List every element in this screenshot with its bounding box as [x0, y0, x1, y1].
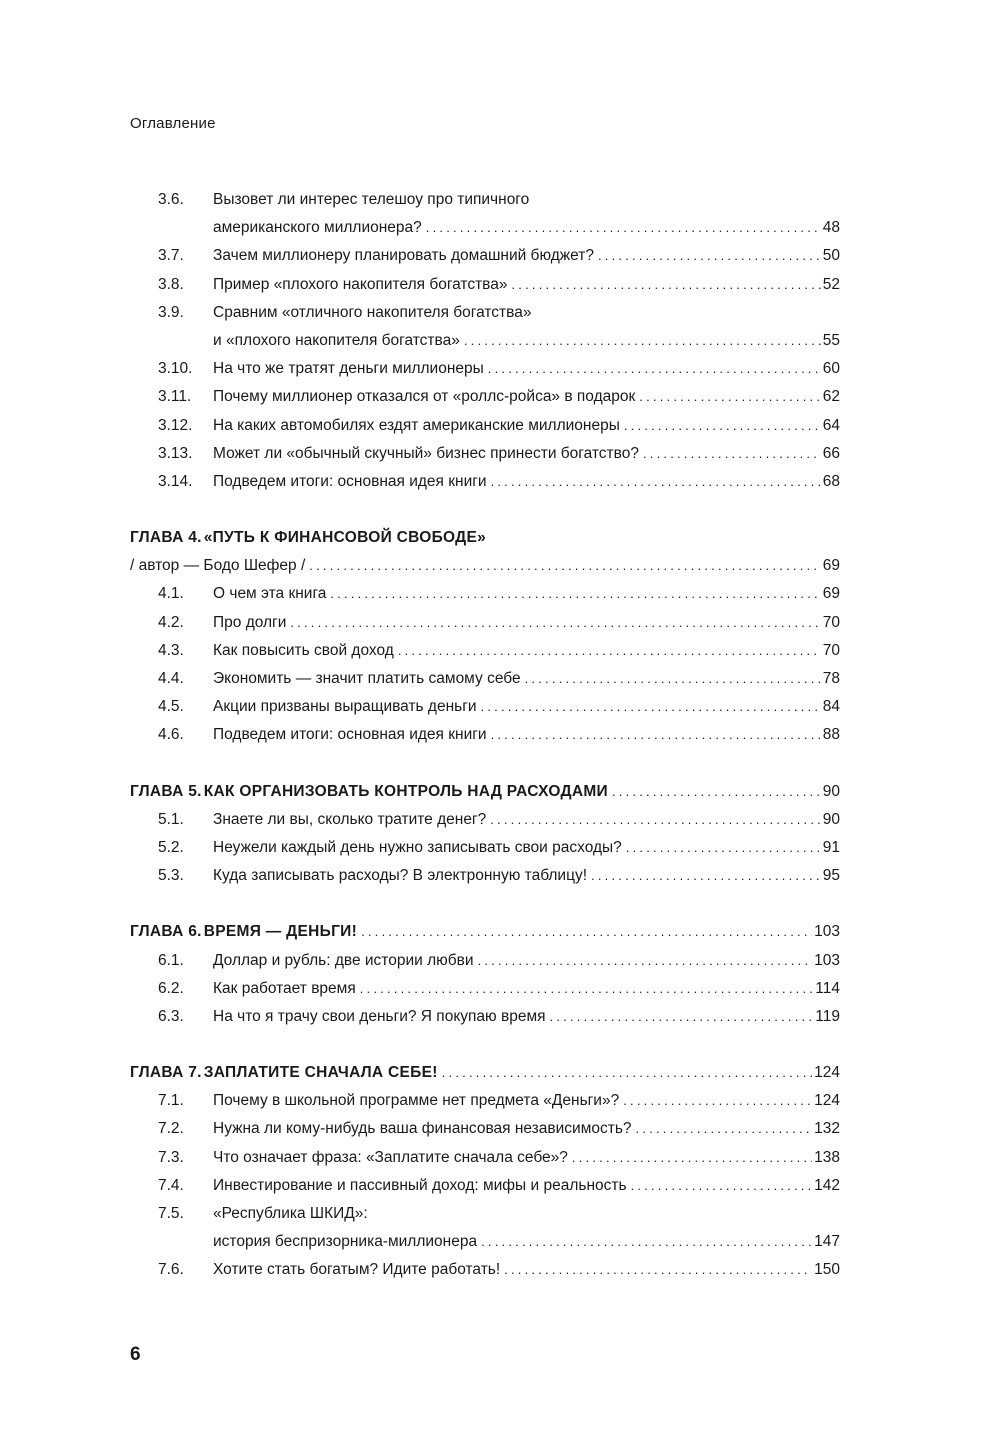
dot-leader [623, 1087, 812, 1115]
entry-title: и «плохого накопителя богатства» [213, 331, 460, 349]
entry-title: Сравним «отличного накопителя богатства» [213, 303, 532, 321]
toc-entry-4-4[interactable] [130, 665, 840, 693]
entry-title: «Республика ШКИД»: [213, 1205, 368, 1222]
toc-entry-7-4[interactable] [130, 1172, 840, 1200]
entry-title: Зачем миллионеру планировать домашний бюджет? [213, 247, 594, 265]
entry-page: 114 [815, 979, 840, 997]
chapter-title: «ПУТЬ К ФИНАНСОВОЙ СВОБОДЕ» [203, 529, 487, 547]
toc-entry-7-3[interactable] [130, 1144, 840, 1172]
dot-leader [550, 1003, 814, 1031]
entry-page: 50 [822, 247, 840, 265]
toc-entry-7-5-cont[interactable] [130, 1228, 840, 1256]
entry-page: 90 [822, 810, 840, 828]
entry-page: 124 [814, 1092, 840, 1110]
entry-page: 138 [814, 1148, 840, 1166]
entry-number: 6.3. [158, 1007, 184, 1025]
entry-number: 4.3. [158, 641, 184, 659]
chapter-page: 124 [814, 1064, 840, 1082]
chapter-label: ГЛАВА 4. [130, 529, 202, 547]
toc-entry-7-1[interactable] [130, 1087, 840, 1115]
entry-title: история беспризорника-миллионера [213, 1233, 478, 1251]
entry-number: 7.2. [158, 1120, 184, 1138]
entry-title: американского миллионера? [213, 219, 422, 237]
entry-page: 48 [822, 219, 840, 237]
dot-leader [426, 214, 821, 242]
dot-leader [442, 1059, 812, 1087]
chapter-page: 90 [822, 782, 840, 800]
entry-page: 70 [822, 613, 840, 631]
entry-title: На каких автомобилях ездят американские миллионеры [213, 416, 620, 434]
entry-page: 52 [822, 275, 840, 293]
dot-leader [330, 580, 820, 608]
entry-number: 4.1. [158, 585, 184, 603]
toc-entry-4-6[interactable] [130, 721, 840, 749]
entry-page: 103 [814, 951, 840, 969]
entry-page: 84 [822, 698, 840, 716]
entry-number: 3.11. [158, 388, 192, 406]
entry-title: Подведем итоги: основная идея книги [213, 472, 487, 490]
entry-page: 147 [814, 1233, 840, 1251]
dot-leader [481, 693, 821, 721]
entry-title: Экономить — значит платить самому себе [213, 670, 521, 687]
dot-leader [624, 412, 821, 440]
toc-entry-3-7[interactable] [130, 242, 840, 270]
entry-number: 4.2. [158, 613, 184, 631]
table-of-contents [130, 186, 840, 1285]
entry-number: 3.10. [158, 360, 193, 378]
entry-page: 132 [814, 1120, 840, 1138]
dot-leader [572, 1144, 812, 1172]
chapter-page: 103 [814, 923, 840, 941]
entry-number: 7.4. [158, 1176, 184, 1194]
entry-title: На что же тратят деньги миллионеры [213, 360, 484, 378]
entry-number: 5.3. [158, 867, 184, 885]
running-header: Оглавление [130, 115, 216, 132]
entry-number: 3.14. [158, 472, 193, 490]
page-number: 6 [130, 1344, 141, 1365]
entry-number: 7.3. [158, 1148, 184, 1166]
dot-leader [612, 778, 821, 806]
entry-page: 66 [822, 444, 840, 462]
entry-page: 62 [822, 388, 840, 406]
toc-entry-5-2[interactable] [130, 834, 840, 862]
entry-number: 5.1. [158, 810, 184, 828]
entry-title: Как повысить свой доход [213, 641, 394, 659]
toc-entry-7-2[interactable] [130, 1115, 840, 1143]
entry-page: 55 [822, 331, 840, 349]
dot-leader [636, 1115, 813, 1143]
entry-title: Куда записывать расходы? В электронную таблицу! [213, 867, 588, 885]
toc-entry-3-6-cont[interactable] [130, 214, 840, 242]
toc-chapter-6[interactable] [130, 918, 840, 946]
dot-leader [639, 383, 820, 411]
toc-entry-3-12[interactable] [130, 412, 840, 440]
toc-entry-6-1[interactable] [130, 947, 840, 975]
entry-page: 150 [814, 1261, 840, 1279]
toc-entry-3-8[interactable] [130, 271, 840, 299]
toc-chapter-4[interactable] [130, 524, 840, 552]
entry-title: Как работает время [213, 979, 356, 997]
entry-title: Почему в школьной программе нет предмета «Деньги»? [213, 1092, 620, 1110]
entry-number: 7.1. [158, 1092, 184, 1110]
toc-entry-3-14[interactable] [130, 468, 840, 496]
entry-title: Инвестирование и пассивный доход: мифы и реальность [213, 1176, 627, 1194]
entry-title: Может ли «обычный скучный» бизнес принести богатство? [213, 444, 639, 462]
toc-entry-3-10[interactable] [130, 355, 840, 383]
toc-entry-4-2[interactable] [130, 609, 840, 637]
entry-title: Неужели каждый день нужно записывать свои расходы? [213, 838, 622, 856]
entry-title: Пример «плохого накопителя богатства» [213, 275, 508, 293]
chapter-subtitle: / автор — Бодо Шефер / [130, 557, 306, 575]
entry-title: Доллар и рубль: две истории любви [213, 951, 474, 969]
toc-chapter-4-subtitle[interactable] [130, 552, 840, 580]
entry-page: 68 [822, 472, 840, 490]
dot-leader [598, 242, 821, 270]
chapter-title: ВРЕМЯ — ДЕНЬГИ! [203, 923, 358, 941]
entry-number: 3.8. [158, 275, 184, 293]
toc-entry-3-6[interactable] [130, 186, 840, 214]
entry-title: Подведем итоги: основная идея книги [213, 726, 487, 744]
entry-number: 4.6. [158, 726, 184, 744]
entry-title: Хотите стать богатым? Идите работать! [213, 1261, 501, 1279]
dot-leader [626, 834, 821, 862]
dot-leader [525, 665, 821, 693]
entry-page: 60 [822, 360, 840, 378]
entry-number: 5.2. [158, 838, 184, 856]
entry-title: Акции призваны выращивать деньги [213, 698, 477, 716]
entry-page: 119 [815, 1007, 840, 1025]
entry-number: 7.5. [158, 1205, 184, 1222]
dot-leader [290, 609, 820, 637]
chapter-title: КАК ОРГАНИЗОВАТЬ КОНТРОЛЬ НАД РАСХОДАМИ [203, 782, 608, 800]
entry-page: 88 [822, 726, 840, 744]
entry-number: 3.9. [158, 303, 184, 321]
entry-page: 69 [822, 585, 840, 603]
toc-entry-3-11[interactable] [130, 383, 840, 411]
dot-leader [309, 552, 820, 580]
entry-number: 4.5. [158, 698, 184, 716]
entry-page: 70 [822, 641, 840, 659]
entry-page: 64 [822, 416, 840, 434]
dot-leader [491, 468, 821, 496]
toc-entry-3-9[interactable] [130, 299, 840, 327]
dot-leader [361, 918, 812, 946]
chapter-title: ЗАПЛАТИТЕ СНАЧАЛА СЕБЕ! [203, 1064, 438, 1082]
entry-number: 3.12. [158, 416, 193, 434]
entry-title: Нужна ли кому-нибудь ваша финансовая независимость? [213, 1120, 632, 1138]
entry-title: Что означает фраза: «Заплатите сначала себе»? [213, 1148, 568, 1166]
dot-leader [478, 947, 813, 975]
entry-number: 3.13. [158, 444, 193, 462]
dot-leader [488, 355, 821, 383]
dot-leader [643, 440, 821, 468]
entry-title: О чем эта книга [213, 585, 327, 603]
toc-chapter-7[interactable] [130, 1059, 840, 1087]
dot-leader [481, 1228, 812, 1256]
dot-leader [490, 806, 821, 834]
chapter-label: ГЛАВА 5. [130, 782, 202, 800]
toc-entry-5-1[interactable] [130, 806, 840, 834]
toc-entry-4-5[interactable] [130, 693, 840, 721]
entry-title: Почему миллионер отказался от «роллс-ройса» в подарок [213, 388, 636, 406]
dot-leader [591, 862, 821, 890]
chapter-label: ГЛАВА 6. [130, 923, 202, 941]
toc-entry-4-3[interactable] [130, 637, 840, 665]
entry-number: 3.7. [158, 247, 184, 265]
entry-number: 6.1. [158, 951, 184, 969]
entry-page: 95 [822, 867, 840, 885]
dot-leader [491, 721, 821, 749]
dot-leader [631, 1172, 813, 1200]
entry-title: На что я трачу свои деньги? Я покупаю время [213, 1007, 546, 1025]
toc-entry-7-5[interactable] [130, 1200, 840, 1228]
toc-chapter-5[interactable] [130, 778, 840, 806]
toc-entry-3-9-cont[interactable] [130, 327, 840, 355]
dot-leader [398, 637, 821, 665]
entry-number: 6.2. [158, 979, 184, 997]
entry-number: 4.4. [158, 670, 184, 687]
entry-page: 142 [814, 1176, 840, 1194]
toc-entry-6-2[interactable] [130, 975, 840, 1003]
entry-title: Знаете ли вы, сколько тратите денег? [213, 810, 487, 828]
toc-entry-4-1[interactable] [130, 580, 840, 608]
entry-title: Вызовет ли интерес телешоу про типичного [213, 191, 530, 208]
chapter-label: ГЛАВА 7. [130, 1064, 202, 1082]
dot-leader [360, 975, 814, 1003]
toc-entry-7-6[interactable] [130, 1256, 840, 1284]
toc-entry-6-3[interactable] [130, 1003, 840, 1031]
dot-leader [512, 271, 821, 299]
entry-page: 78 [822, 670, 840, 687]
entry-title: Про долги [213, 613, 287, 631]
entry-number: 7.6. [158, 1261, 184, 1279]
dot-leader [504, 1256, 812, 1284]
toc-entry-5-3[interactable] [130, 862, 840, 890]
dot-leader [464, 327, 821, 355]
entry-page: 91 [822, 838, 840, 856]
chapter-page: 69 [822, 557, 840, 575]
toc-entry-3-13[interactable] [130, 440, 840, 468]
entry-number: 3.6. [158, 191, 184, 208]
